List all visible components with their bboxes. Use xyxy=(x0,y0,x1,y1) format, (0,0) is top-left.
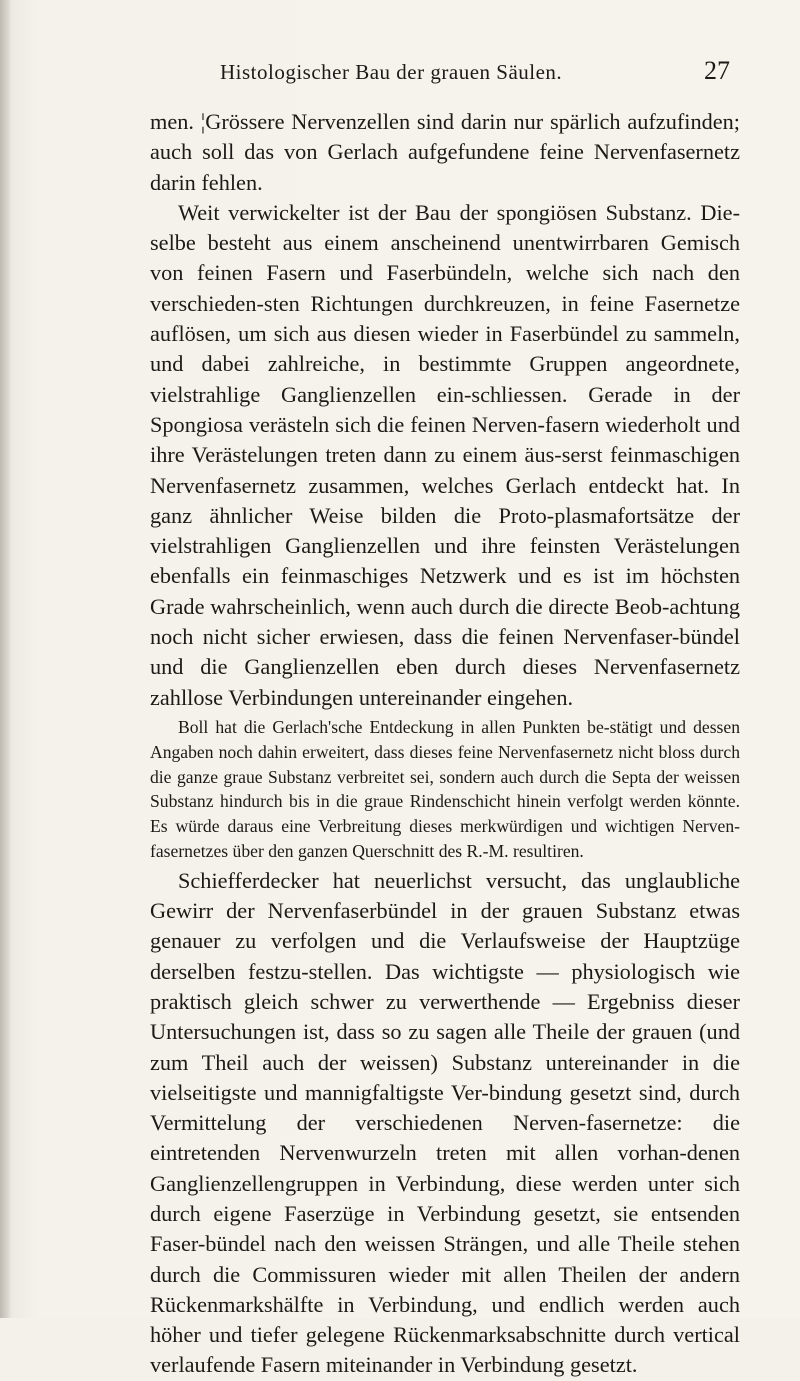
paragraph-1: men. ¦Grössere Nervenzellen sind darin nur spärlich aufzufinden; auch soll das von Gerlach aufgefundene feine Nervenfasernetz darin fehlen. xyxy=(150,109,740,195)
page-binding-edge xyxy=(0,0,10,1318)
paragraph-2: Weit verwickelter ist der Bau der spongiösen Substanz. Die-selbe besteht aus einem anscheinend unentwirrbaren Gemisch von feinen Fasern und Faserbündeln, welche sich nach den verschieden-sten Richtungen durchkreuzen, in feine Fasernetze auflösen, um sich aus diesen wieder in Faserbündel zu sammeln, und dabei zahlreiche, in bestimmte Gruppen angeordnete, vielstrahlige Ganglienzellen ein-schliessen. Gerade in der Spongiosa verästeln sich die feinen Nerven-fasern wiederholt und ihre Verästelungen treten dann zu einem äus-serst feinmaschigen Nervenfasernetz zusammen, welches Gerlach entdeckt hat. In ganz ähnlicher Weise bilden die Proto-plasmafortsätze der vielstrahligen Ganglienzellen und ihre feinsten Verästelungen ebenfalls ein feinmaschiges Netzwerk und es ist im höchsten Grade wahrscheinlich, wenn auch durch die directe Beob-achtung noch nicht sicher erwiesen, dass die feinen Nervenfaser-bündel und die Ganglienzellen eben durch dieses Nervenfasernetz zahllose Verbindungen untereinander eingehen. xyxy=(150,199,740,710)
body-text xyxy=(150,107,740,1381)
running-title: Histologischer Bau der grauen Säulen. xyxy=(220,60,563,84)
paragraph-4: Schiefferdecker hat neuerlichst versucht, das unglaubliche Gewirr der Nervenfaserbündel in der grauen Substanz etwas genauer zu verfolgen und die Verlaufsweise der Hauptzüge derselben festzu-stellen. Das wichtigste — physiologisch wie praktisch gleich schwer zu verwerthende — Ergebniss dieser Untersuchungen ist, dass so zu sagen alle Theile der grauen (und zum Theil auch der weissen) Substanz untereinander in die vielseitigste und mannigfaltigste Ver-bindung gesetzt sind, durch Vermittelung der verschiedenen Nerven-fasernetze: die eintretenden Nervenwurzeln treten mit allen vorhan-denen Ganglienzellengruppen in Verbindung, diese werden unter sich durch eigene Faserzüge in Verbindung gesetzt, sie entsenden Faser-bündel nach den weissen Strängen, und alle Theile stehen durch die Commissuren wieder mit allen Theilen der andern Rückenmarkshälfte in Verbindung, und endlich werden auch höher und tiefer gelegene Rückenmarksabschnitte durch vertical verlaufende Fasern miteinander in Verbindung gesetzt. xyxy=(150,867,740,1378)
paragraph-3-small-print: Boll hat die Gerlach'sche Entdeckung in allen Punkten be-stätigt und dessen Angaben noch dahin erweitert, dass dieses feine Nervenfasernetz nicht bloss durch die ganze graue Substanz verbreitet sei, sondern auch durch die Septa der weissen Substanz hindurch bis in die graue Rindenschicht hinein verfolgt werden könnte. Es würde daraus eine Verbreitung dieses merkwürdigen und wichtigen Nerven-fasernetzes über den ganzen Querschnitt des R.-M. resultiren. xyxy=(150,716,740,861)
page-header xyxy=(150,56,730,100)
page-number: 27 xyxy=(704,56,730,85)
